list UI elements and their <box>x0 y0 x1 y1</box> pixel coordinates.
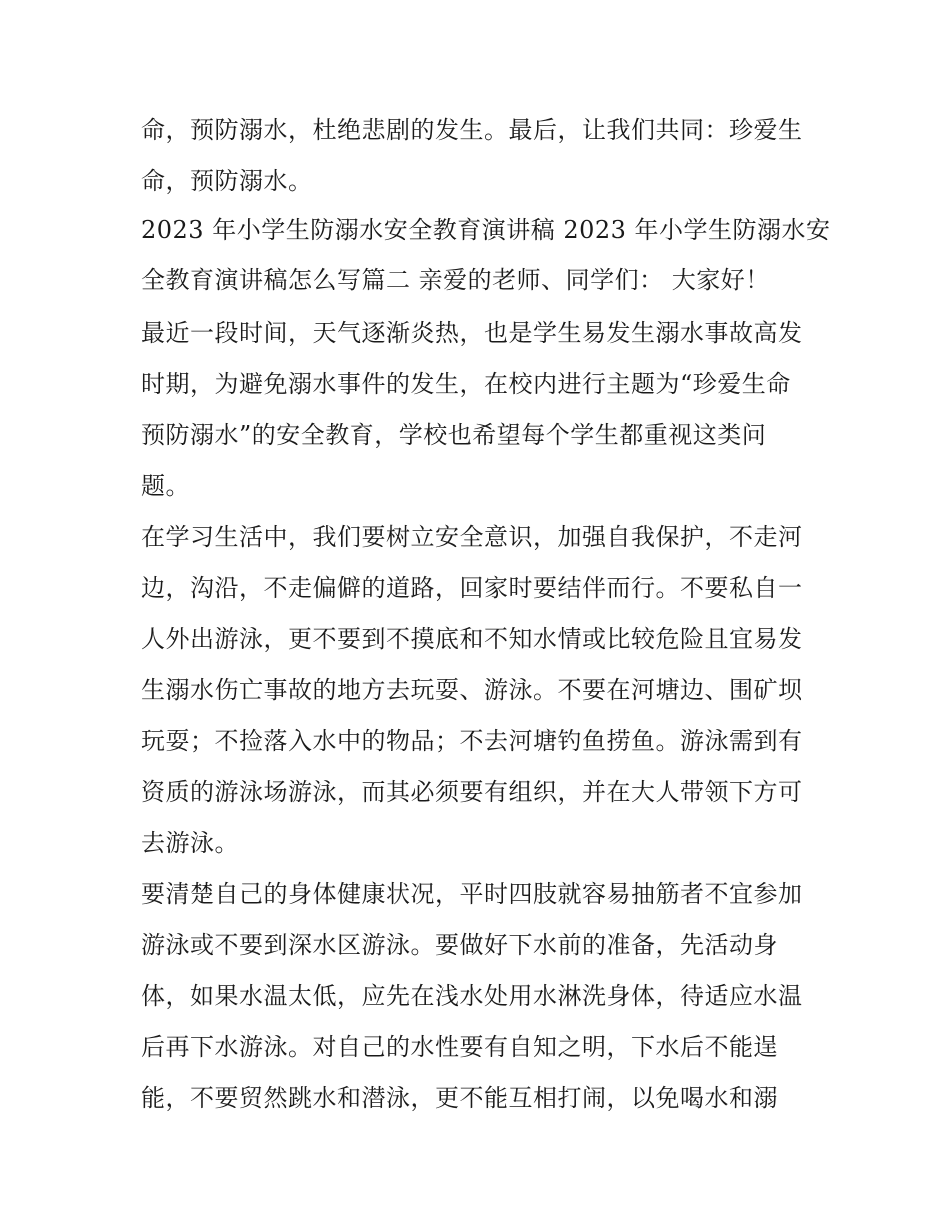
text-line: 人外出游泳，更不要到不摸底和不知水情或比较危险且宜易发 <box>141 625 803 653</box>
text-line: 最近一段时间，天气逐渐炎热，也是学生易发生溺水事故高发 <box>141 319 803 347</box>
text-line: 全教育演讲稿怎么写篇二 亲爱的老师、同学们： 大家好！ <box>141 266 770 294</box>
text-line: 去游泳。 <box>141 829 239 857</box>
text-line: 题。 <box>141 472 190 500</box>
text-line: 预防溺水”的安全教育，学校也希望每个学生都重视这类问 <box>141 421 767 449</box>
text-line: 2023 年小学生防溺水安全教育演讲稿 2023 年小学生防溺水安 <box>141 216 831 244</box>
text-line: 后再下水游泳。对自己的水性要有自知之明，下水后不能逞 <box>141 1033 778 1061</box>
text-line: 体，如果水温太低，应先在浅水处用水淋洗身体，待适应水温 <box>141 982 803 1010</box>
text-line: 资质的游泳场游泳，而其必须要有组织，并在大人带领下方可 <box>141 778 803 806</box>
text-line: 生溺水伤亡事故的地方去玩耍、游泳。不要在河塘边、围矿坝 <box>141 676 803 704</box>
text-line: 游泳或不要到深水区游泳。要做好下水前的准备，先活动身 <box>141 931 778 959</box>
text-line: 在学习生活中，我们要树立安全意识，加强自我保护，不走河 <box>141 523 803 551</box>
text-line: 命，预防溺水，杜绝悲剧的发生。最后，让我们共同：珍爱生 <box>141 116 803 144</box>
text-line: 能，不要贸然跳水和潜泳，更不能互相打闹，以免喝水和溺 <box>141 1084 778 1112</box>
text-line: 边，沟沿，不走偏僻的道路，回家时要结伴而行。不要私自一 <box>141 574 803 602</box>
text-line: 要清楚自己的身体健康状况，平时四肢就容易抽筋者不宜参加 <box>141 880 803 908</box>
text-line: 玩耍；不捡落入水中的物品；不去河塘钓鱼捞鱼。游泳需到有 <box>141 727 803 755</box>
text-line: 命，预防溺水。 <box>141 167 313 195</box>
text-line: 时期，为避免溺水事件的发生，在校内进行主题为“珍爱生命 <box>141 370 791 398</box>
